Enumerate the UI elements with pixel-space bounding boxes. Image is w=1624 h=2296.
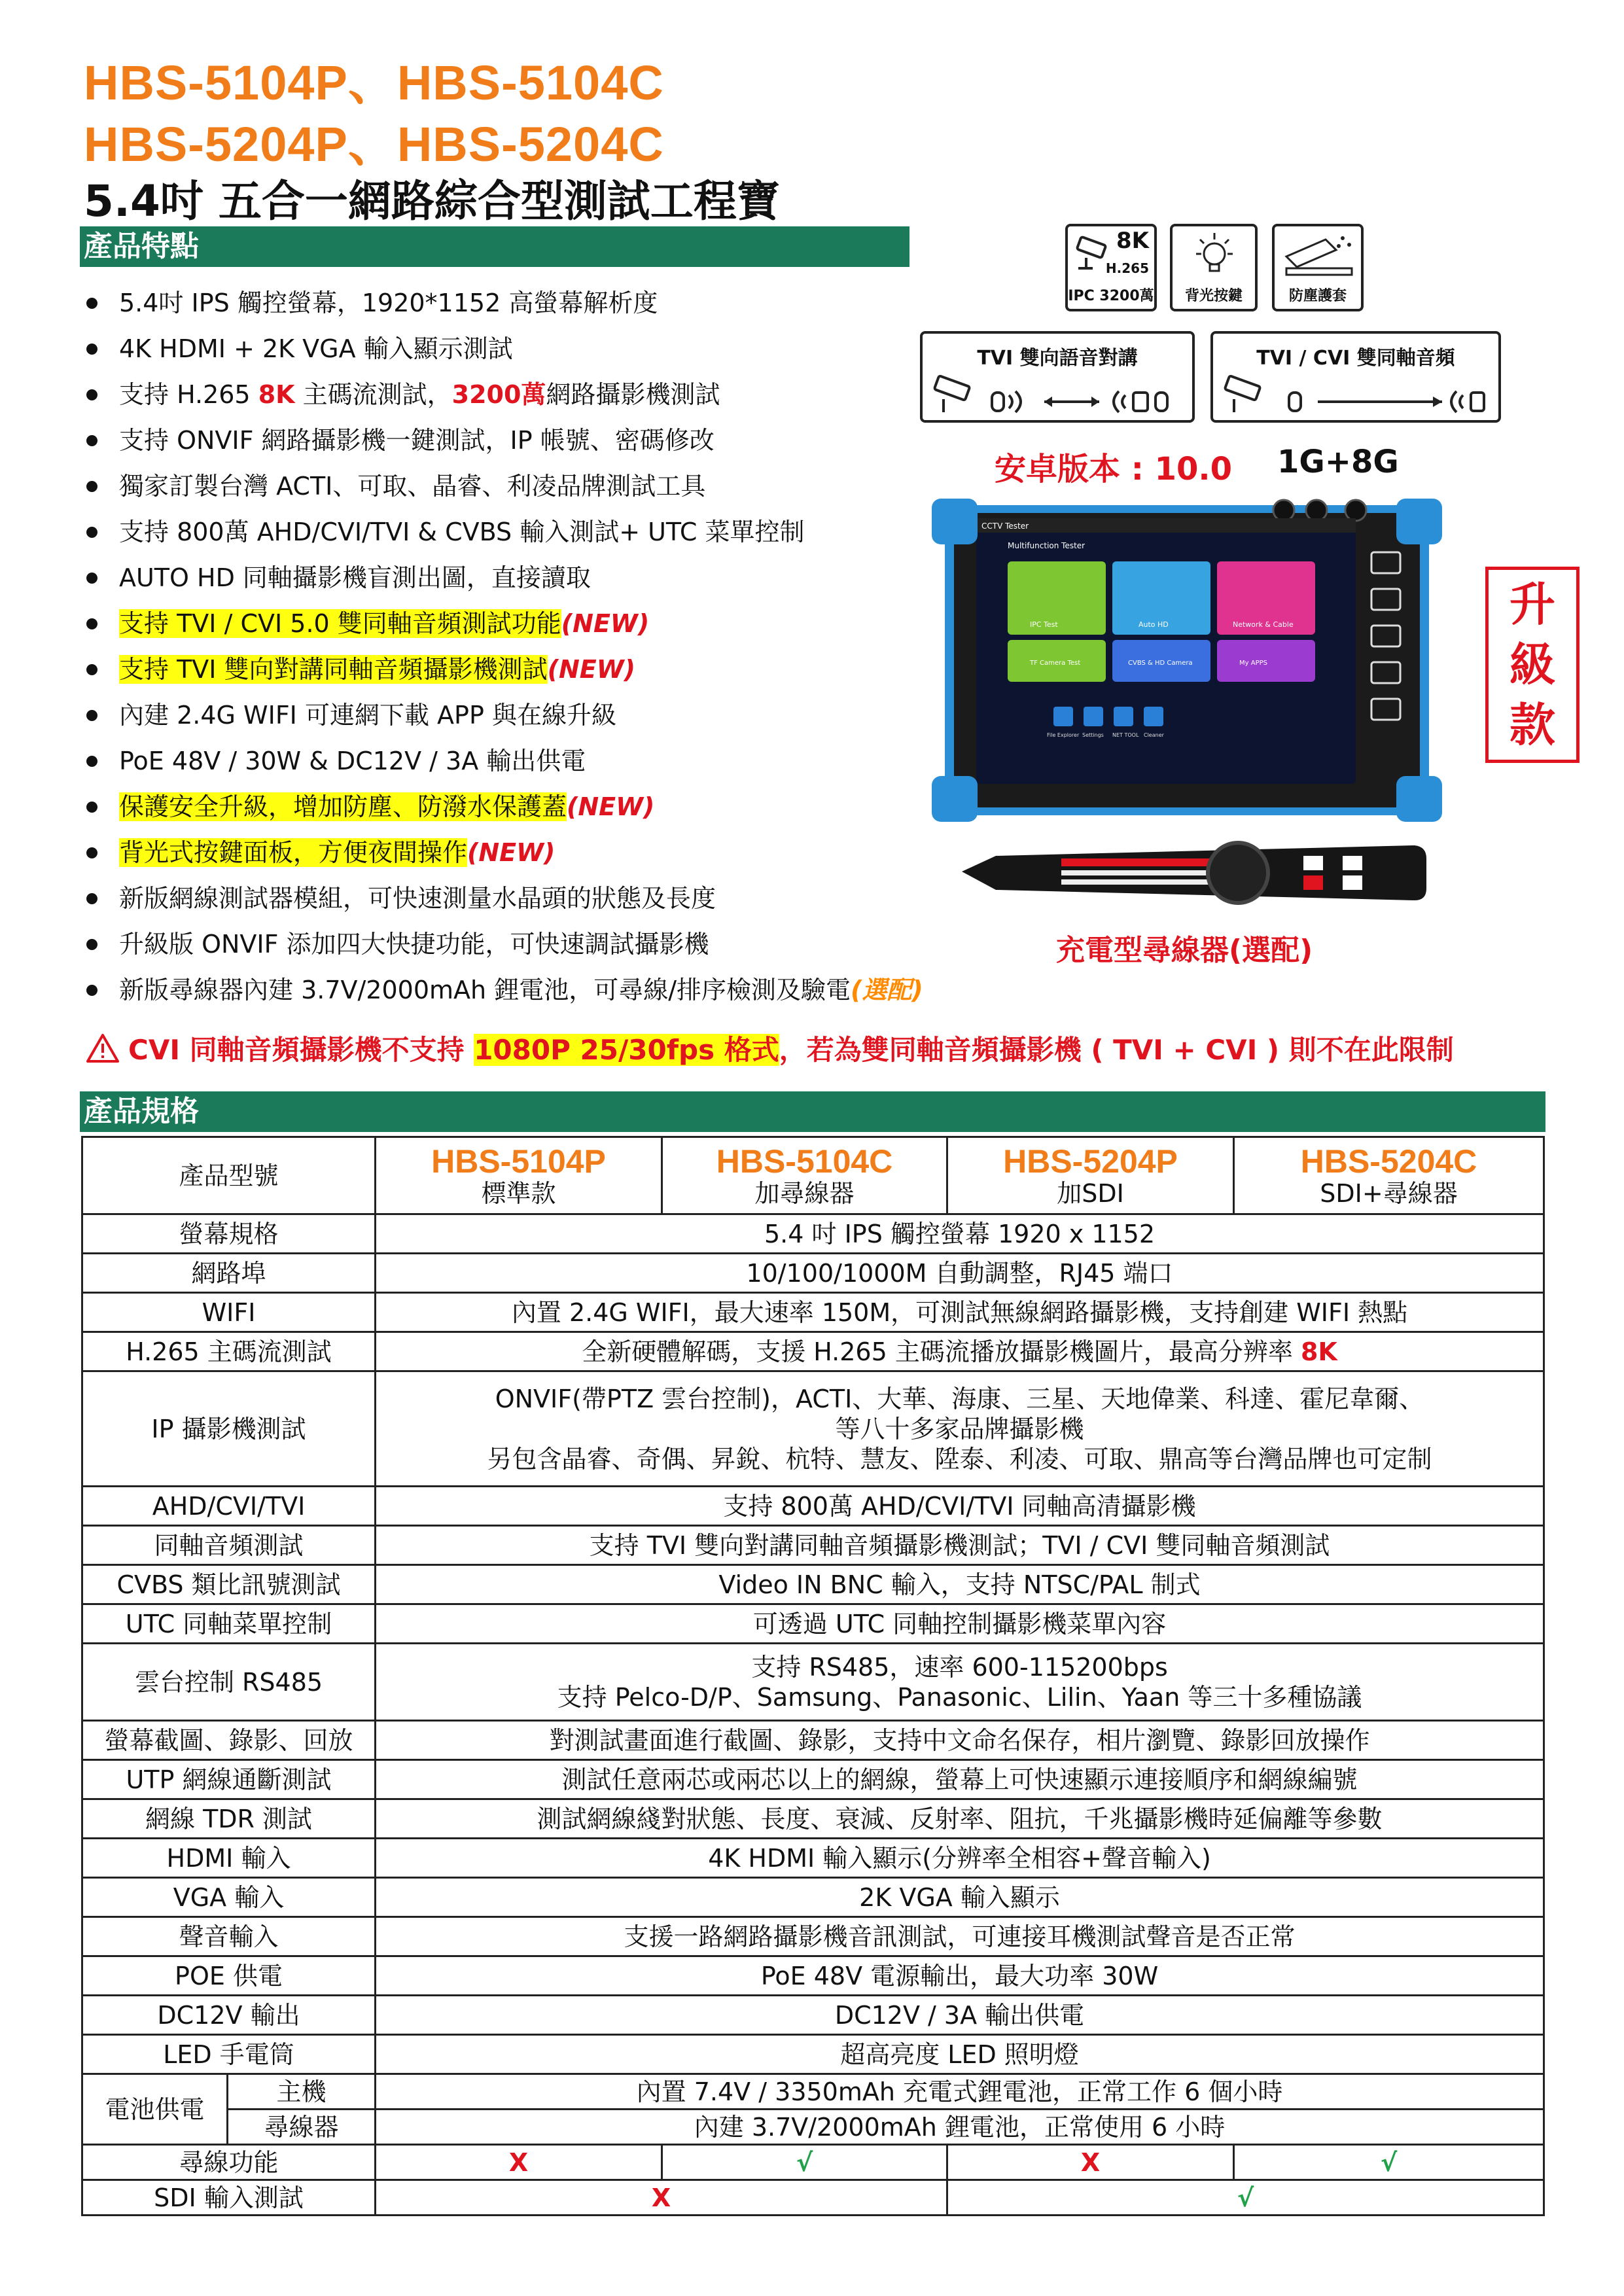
spec-key: 螢幕截圖、錄影、回放: [82, 1721, 376, 1760]
device-tile-3: TF Camera Test: [1030, 660, 1081, 667]
product-subtitle: 5.4吋 五合一網路綜合型測試工程寶: [84, 176, 780, 226]
bullet-icon: [86, 939, 97, 950]
spec-key: UTP 網線通斷測試: [82, 1760, 376, 1799]
coax-audio-icon: [1220, 374, 1494, 420]
bullet-icon: [86, 710, 97, 721]
spec-value: 全新硬體解碼，支援 H.265 主碼流播放攝影機圖片，最高分辨率 8K: [376, 1332, 1544, 1371]
features-section-title: 產品特點: [80, 226, 909, 267]
feature-text: 支持 ONVIF 網路攝影機一鍵測試，IP 帳號、密碼修改: [119, 426, 715, 455]
spec-value: 可透過 UTC 同軸控制攝影機菜單內容: [376, 1604, 1544, 1644]
dual-coax-audio-title: TVI / CVI 雙同軸音頻: [1256, 347, 1455, 370]
feature-item: [82, 738, 1012, 784]
bullet-icon: [86, 435, 97, 446]
model-line-1: HBS-5104P、HBS-5104C: [84, 56, 664, 110]
device-tile-2: Network & Cable: [1233, 620, 1294, 629]
table-row: [82, 1137, 1544, 1214]
table-row: [82, 2145, 1544, 2180]
spec-value: PoE 48V 電源輸出，最大功率 30W: [376, 1956, 1544, 1996]
feature-item: [82, 372, 1012, 417]
spec-value: 支援一路網路攝影機音訊測試，可連接耳機測試聲音是否正常: [376, 1917, 1544, 1956]
device-menu-title: Multifunction Tester: [1008, 541, 1086, 550]
ipc-8k-text: 8K: [1116, 228, 1149, 254]
spec-subkey: 主機: [228, 2074, 376, 2110]
bullet-icon: [86, 802, 97, 813]
spec-key: HDMI 輸入: [82, 1839, 376, 1878]
table-row: [82, 2110, 1544, 2145]
warning-text: CVI 同軸音頻攝影機不支持: [128, 1034, 474, 1066]
spec-value: 內建 3.7V/2000mAh 鋰電池，正常使用 6 小時: [376, 2110, 1544, 2145]
dual-coax-audio-badge: [1210, 331, 1501, 423]
feature-item: [82, 509, 1012, 555]
feature-text-8k: 8K: [258, 380, 295, 409]
cross-mark: X: [376, 2180, 947, 2216]
feature-text: 網路攝影機測試: [546, 380, 720, 409]
cross-mark: X: [947, 2145, 1234, 2180]
warning-note: [86, 1029, 1454, 1068]
android-version: 安卓版本 : 10.0: [995, 451, 1233, 487]
new-tag: (NEW): [467, 838, 556, 867]
table-row: [82, 1956, 1544, 1996]
spec-value: Video IN BNC 輸入，支持 NTSC/PAL 制式: [376, 1565, 1544, 1604]
device-bar-title: CCTV Tester: [981, 521, 1029, 531]
device-dock-0: File Explorer: [1047, 732, 1080, 738]
bullet-icon: [86, 756, 97, 767]
tracer-label: 充電型尋線器(選配): [1056, 934, 1313, 967]
table-row: [82, 1721, 1544, 1760]
spec-value: DC12V / 3A 輸出供電: [376, 1996, 1544, 2035]
protective-cover-icon: [1280, 230, 1358, 283]
table-row: [82, 1214, 1544, 1254]
spec-value: 支持 800萬 AHD/CVI/TVI 同軸高清攝影機: [376, 1487, 1544, 1526]
bullet-icon: [86, 618, 97, 629]
spec-key: 網路埠: [82, 1254, 376, 1293]
feature-text: AUTO HD 同軸攝影機盲測出圖，直接讀取: [119, 563, 591, 592]
bullet-icon: [86, 527, 97, 538]
feature-text: 5.4吋 IPS 觸控螢幕，1920*1152 高螢幕解析度: [119, 289, 658, 317]
upgrade-badge: [1485, 567, 1580, 763]
tvi-intercom-badge: [920, 331, 1195, 423]
bullet-icon: [86, 893, 97, 904]
device-dock-2: NET TOOL: [1112, 732, 1139, 738]
spec-key: AHD/CVI/TVI: [82, 1487, 376, 1526]
backlight-badge: [1170, 224, 1258, 311]
feature-text-highlight: 背光式按鍵面板，方便夜間操作: [119, 838, 468, 867]
spec-value: 超高亮度 LED 照明燈: [376, 2035, 1544, 2074]
spec-key: UTC 同軸菜單控制: [82, 1604, 376, 1644]
table-row: [82, 1760, 1544, 1799]
bullet-icon: [86, 389, 97, 400]
table-row: [82, 1487, 1544, 1526]
cross-mark: X: [376, 2145, 662, 2180]
device-tile-0: IPC Test: [1030, 620, 1058, 629]
table-row: [82, 1332, 1544, 1371]
model-cell: HBS-5104C 加尋線器: [662, 1137, 947, 1214]
feature-item: [82, 463, 1012, 509]
features-list: [82, 280, 1012, 1013]
ipc-8k-badge: [1065, 224, 1157, 311]
table-row: [82, 1799, 1544, 1839]
spec-value: 支持 TVI 雙向對講同軸音頻攝影機測試；TVI / CVI 雙同軸音頻測試: [376, 1526, 1544, 1565]
tester-device-image: [932, 499, 1442, 822]
table-row: [82, 1565, 1544, 1604]
feature-text: 獨家訂製台灣 ACTI、可取、晶睿、利凌品牌測試工具: [119, 472, 706, 501]
upgrade-char: 款: [1509, 698, 1555, 752]
table-row: [82, 2074, 1544, 2110]
warning-icon: [86, 1033, 119, 1063]
spec-key: CVBS 類比訊號測試: [82, 1565, 376, 1604]
ipc-h265-text: H.265: [1105, 260, 1149, 276]
spec-table: [81, 1136, 1545, 2216]
device-tile-5: My APPS: [1239, 660, 1267, 667]
spec-key: WIFI: [82, 1293, 376, 1332]
table-row: [82, 2035, 1544, 2074]
bullet-icon: [86, 481, 97, 492]
spec-key: IP 攝影機測試: [82, 1371, 376, 1487]
feature-text: 新版尋線器內建 3.7V/2000mAh 鋰電池，可尋線/排序檢測及驗電: [119, 976, 851, 1004]
check-mark: √: [662, 2145, 947, 2180]
feature-text-highlight: 支持 TVI / CVI 5.0 雙同軸音頻測試功能: [119, 609, 561, 638]
spec-key: 螢幕規格: [82, 1214, 376, 1254]
feature-item: [82, 967, 1012, 1013]
optional-tag: (選配): [851, 976, 923, 1004]
spec-key: 聲音輸入: [82, 1917, 376, 1956]
table-row: [82, 1644, 1544, 1721]
feature-text: 4K HDMI + 2K VGA 輸入顯示測試: [119, 334, 513, 363]
spec-value: 內置 7.4V / 3350mAh 充電式鋰電池，正常工作 6 個小時: [376, 2074, 1544, 2110]
feature-text: 支持 800萬 AHD/CVI/TVI & CVBS 輸入測試+ UTC 菜單控制: [119, 518, 805, 546]
new-tag: (NEW): [561, 609, 650, 638]
model-cell: HBS-5104P 標準款: [376, 1137, 662, 1214]
new-tag: (NEW): [567, 792, 655, 821]
model-cell: HBS-5204C SDI+尋線器: [1234, 1137, 1544, 1214]
spec-key: DC12V 輸出: [82, 1996, 376, 2035]
bullet-icon: [86, 298, 97, 309]
lightbulb-icon: [1188, 230, 1241, 283]
table-row: [82, 2180, 1544, 2216]
feature-text: 新版網線測試器模組，可快速測量水晶頭的狀態及長度: [119, 884, 716, 913]
feature-item: [82, 417, 1012, 463]
table-row: [82, 1878, 1544, 1917]
spec-value: ONVIF(帶PTZ 雲台控制)，ACTI、大華、海康、三星、天地偉業、科達、霍尼韋爾、 等八十多家品牌攝影機 另包含晶睿、奇偶、昇銳、杭特、慧友、陞泰、利凌、可取、鼎高等台灣品牌也可定制: [376, 1371, 1544, 1487]
feature-item: [82, 555, 1012, 601]
bullet-icon: [86, 573, 97, 584]
spec-value: 內置 2.4G WIFI，最大速率 150M，可測試無線網路攝影機，支持創建 WIFI 熱點: [376, 1293, 1544, 1332]
spec-value: 2K VGA 輸入顯示: [376, 1878, 1544, 1917]
spec-value: 對測試畫面進行截圖、錄影，支持中文命名保存，相片瀏覽、錄影回放操作: [376, 1721, 1544, 1760]
feature-item: [82, 692, 1012, 738]
spec-value: 測試任意兩芯或兩芯以上的網線，螢幕上可快速顯示連接順序和網線編號: [376, 1760, 1544, 1799]
feature-item: [82, 830, 1012, 875]
backlight-label: 背光按鍵: [1184, 288, 1243, 304]
table-row: [82, 1604, 1544, 1644]
spec-key: 網線 TDR 測試: [82, 1799, 376, 1839]
feature-text: 支持 H.265: [119, 380, 258, 409]
spec-key: H.265 主碼流測試: [82, 1332, 376, 1371]
model-cell: HBS-5204P 加SDI: [947, 1137, 1234, 1214]
spec-key: LED 手電筒: [82, 2035, 376, 2074]
model-header: 產品型號: [82, 1137, 376, 1214]
feature-item: [82, 601, 1012, 646]
warning-highlight: 1080P 25/30fps 格式: [474, 1034, 779, 1066]
spec-value: 5.4 吋 IPS 觸控螢幕 1920 x 1152: [376, 1214, 1544, 1254]
device-tile-1: Auto HD: [1139, 620, 1169, 629]
table-row: [82, 1996, 1544, 2035]
spec-key: 同軸音頻測試: [82, 1526, 376, 1565]
feature-text-highlight: 保護安全升級，增加防塵、防潑水保護蓋: [119, 792, 567, 821]
table-row: [82, 1254, 1544, 1293]
bullet-icon: [86, 985, 97, 996]
spec-key: VGA 輸入: [82, 1878, 376, 1917]
two-way-audio-icon: [929, 374, 1191, 420]
warning-text: ，若為雙同軸音頻攝影機 ( TVI + CVI ) 則不在此限制: [779, 1034, 1454, 1066]
cable-tracer-image: [957, 832, 1428, 910]
ipc-label: IPC 3200萬: [1068, 288, 1154, 304]
table-row: [82, 1371, 1544, 1487]
device-dock-3: Cleaner: [1144, 732, 1164, 738]
feature-text: 主碼流測試，: [294, 380, 452, 409]
spec-value: 10/100/1000M 自動調整，RJ45 端口: [376, 1254, 1544, 1293]
spec-value: 4K HDMI 輸入顯示(分辨率全相容+聲音輸入): [376, 1839, 1544, 1878]
spec-key: 雲台控制 RS485: [82, 1644, 376, 1721]
feature-text: 內建 2.4G WIFI 可連網下載 APP 與在線升級: [119, 701, 616, 730]
bullet-icon: [86, 847, 97, 858]
device-tile-4: CVBS & HD Camera: [1128, 660, 1193, 667]
upgrade-char: 升: [1509, 578, 1555, 631]
model-line-2: HBS-5204P、HBS-5204C: [84, 117, 664, 171]
bullet-icon: [86, 344, 97, 355]
spec-value: 測試網線綫對狀態、長度、衰減、反射率、阻抗，千兆攝影機時延偏離等參數: [376, 1799, 1544, 1839]
check-mark: √: [947, 2180, 1544, 2216]
specs-section-title: 產品規格: [80, 1091, 1545, 1132]
feature-item: [82, 280, 1012, 326]
spec-key: POE 供電: [82, 1956, 376, 1996]
feature-item: [82, 326, 1012, 372]
new-tag: (NEW): [547, 655, 635, 684]
tvi-intercom-title: TVI 雙向語音對講: [977, 347, 1138, 370]
check-mark: √: [1234, 2145, 1544, 2180]
bullet-icon: [86, 664, 97, 675]
feature-text: 升級版 ONVIF 添加四大快捷功能，可快速調試攝影機: [119, 930, 709, 959]
table-row: [82, 1839, 1544, 1878]
spec-value: 支持 RS485，速率 600-115200bps 支持 Pelco-D/P、Samsung、Panasonic、Lilin、Yaan 等三十多種協議: [376, 1644, 1544, 1721]
upgrade-char: 級: [1509, 638, 1555, 692]
feature-item: [82, 921, 1012, 967]
protection-badge: [1272, 224, 1364, 311]
feature-text-highlight: 支持 TVI 雙向對講同軸音頻攝影機測試: [119, 655, 548, 684]
feature-text-32m: 3200萬: [451, 380, 546, 409]
spec-key: 電池供電: [82, 2074, 228, 2145]
feature-item: [82, 784, 1012, 830]
spec-subkey: 尋線器: [228, 2110, 376, 2145]
spec-key: 尋線功能: [82, 2145, 376, 2180]
device-dock-1: Settings: [1082, 732, 1104, 738]
table-row: [82, 1526, 1544, 1565]
table-row: [82, 1293, 1544, 1332]
protection-label: 防塵護套: [1288, 288, 1347, 304]
table-row: [82, 1917, 1544, 1956]
feature-item: [82, 875, 1012, 921]
memory-spec: 1G+8G: [1277, 444, 1399, 480]
feature-text: PoE 48V / 30W & DC12V / 3A 輸出供電: [119, 747, 586, 775]
feature-item: [82, 646, 1012, 692]
spec-key: SDI 輸入測試: [82, 2180, 376, 2216]
